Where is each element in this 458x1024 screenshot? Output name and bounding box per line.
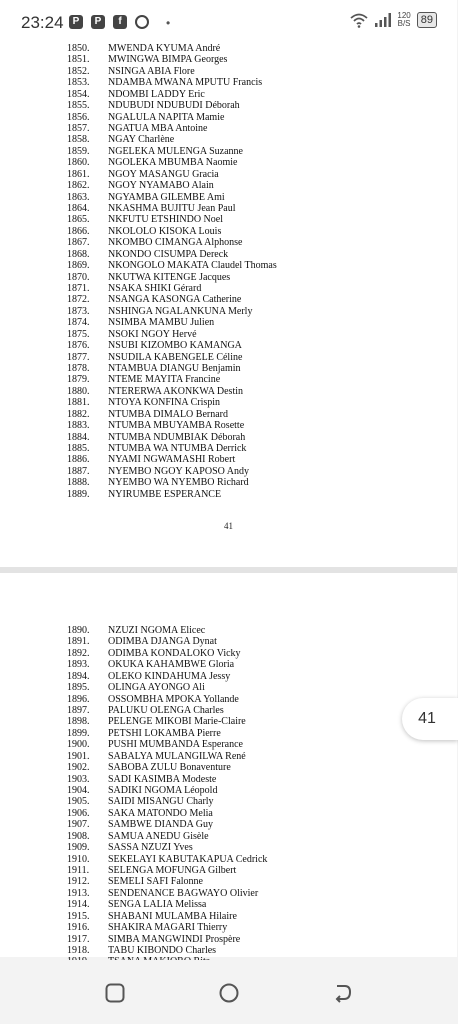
battery-icon: 89 bbox=[417, 12, 437, 28]
entry-name: SELENGA MOFUNGA Gilbert bbox=[108, 865, 237, 877]
entry-number: 1885. bbox=[67, 443, 90, 455]
entry-name: SAMUA ANEDU Gisèle bbox=[108, 830, 209, 842]
entry-number: 1865. bbox=[67, 214, 90, 226]
notification-icon: P bbox=[69, 15, 83, 29]
entry-name: SHAKIRA MAGARI Thierry bbox=[108, 922, 228, 934]
entry-number: 1853. bbox=[67, 77, 90, 89]
entry-name: NKFUTU ETSHINDO Noel bbox=[108, 214, 223, 226]
status-time: 23:24 bbox=[21, 13, 64, 32]
entry-number: 1876. bbox=[67, 340, 90, 352]
entry-name: NYEMBO WA NYEMBO Richard bbox=[108, 477, 249, 489]
entry-name: SABALYA MULANGILWA René bbox=[108, 750, 246, 762]
document-page bbox=[0, 44, 457, 567]
status-bar bbox=[0, 0, 457, 44]
entry-name: SADI KASIMBA Modeste bbox=[108, 773, 217, 785]
entry-name: NKONGOLO MAKATA Claudel Thomas bbox=[108, 260, 277, 272]
entry-name: NSINGA ABIA Flore bbox=[108, 65, 195, 77]
notification-dot: • bbox=[166, 16, 171, 30]
entry-name: OLEKO KINDAHUMA Jessy bbox=[108, 670, 231, 682]
entry-number: 1917. bbox=[67, 933, 90, 945]
document-page bbox=[0, 573, 457, 957]
facebook-icon: f bbox=[113, 15, 127, 29]
entry-number: 1861. bbox=[67, 168, 90, 180]
entry-number: 1873. bbox=[67, 305, 90, 317]
entry-number: 1900. bbox=[67, 739, 90, 751]
entry-number: 1903. bbox=[67, 773, 90, 785]
entry-number: 1851. bbox=[67, 54, 90, 66]
entry-name: NGELEKA MULENGA Suzanne bbox=[108, 145, 243, 157]
entry-name: NTEME MAYITA Francine bbox=[108, 374, 221, 386]
entry-name: SABOBA ZULU Bonaventure bbox=[108, 762, 231, 774]
entry-number: 1898. bbox=[67, 716, 90, 728]
entry-name: SAMBWE DIANDA Guy bbox=[108, 819, 213, 831]
entry-name: ODIMBA KONDALOKO Vicky bbox=[108, 647, 241, 659]
entry-name: NDOMBI LADDY Eric bbox=[108, 88, 205, 100]
entry-name: NTUMBA NDUMBIAK Déborah bbox=[108, 431, 246, 443]
entry-number: 1850. bbox=[67, 43, 90, 54]
wifi-icon bbox=[349, 12, 369, 28]
entry-name: NGATUA MBA Antoine bbox=[108, 123, 208, 134]
entry-name: MWENDA KYUMA André bbox=[108, 43, 221, 54]
recent-apps-button[interactable] bbox=[104, 982, 126, 1004]
entry-number: 1895. bbox=[67, 682, 90, 694]
entry-name: OLINGA AYONGO Ali bbox=[108, 682, 205, 694]
entry-number: 1901. bbox=[67, 750, 90, 762]
entry-name: NKASHMA BUJITU Jean Paul bbox=[108, 203, 236, 215]
entry-number: 1890. bbox=[67, 625, 90, 636]
entry-name: PUSHI MUMBANDA Esperance bbox=[108, 739, 243, 751]
entry-name: PELENGE MIKOBI Marie-Claire bbox=[108, 716, 246, 728]
entry-name: NDAMBA MWANA MPUTU Francis bbox=[108, 77, 263, 89]
entry-number: 1864. bbox=[67, 203, 90, 215]
entry-number: 1883. bbox=[67, 420, 90, 432]
entry-number: 1906. bbox=[67, 807, 90, 819]
entry-name: SAIDI MISANGU Charly bbox=[108, 796, 214, 808]
entry-number: 1899. bbox=[67, 727, 90, 739]
entry-name: NSANGA KASONGA Catherine bbox=[108, 294, 242, 306]
entry-number: 1913. bbox=[67, 887, 90, 899]
entry-name: NGYAMBA GILEMBE Ami bbox=[108, 191, 225, 203]
entry-number: 1894. bbox=[67, 670, 90, 682]
entry-number: 1881. bbox=[67, 397, 90, 409]
entry-name: PETSHI LOKAMBA Pierre bbox=[108, 727, 221, 739]
entry-name: MWINGWA BIMPA Georges bbox=[108, 54, 228, 66]
entry-number: 1860. bbox=[67, 157, 90, 169]
entry-name: OKUKA KAHAMBWE Gloria bbox=[108, 659, 235, 671]
entry-number: 1896. bbox=[67, 693, 90, 705]
back-button[interactable] bbox=[331, 982, 353, 1004]
signal-icon bbox=[375, 13, 391, 27]
entry-name: NYIRUMBE ESPERANCE bbox=[108, 488, 222, 500]
entry-name: NGALULA NAPITA Mamie bbox=[108, 111, 225, 123]
entry-name: NKONDO CISUMPA Dereck bbox=[108, 248, 229, 260]
entry-name: SIMBA MANGWINDI Prospère bbox=[108, 933, 241, 945]
net-speed-unit: B/S bbox=[397, 19, 411, 28]
status-icons bbox=[349, 12, 437, 28]
entry-number: 1868. bbox=[67, 248, 90, 260]
entry-number: 1879. bbox=[67, 374, 90, 386]
entry-number: 1912. bbox=[67, 876, 90, 888]
entry-name: NGOY MASANGU Gracia bbox=[108, 168, 219, 180]
entry-number: 1891. bbox=[67, 636, 90, 648]
entry-number: 1907. bbox=[67, 819, 90, 831]
entry-number: 1909. bbox=[67, 842, 90, 854]
entry-number: 1859. bbox=[67, 145, 90, 157]
entry-number: 1857. bbox=[67, 123, 90, 134]
entry-name: NSUBI KIZOMBO KAMANGA bbox=[108, 340, 242, 352]
entry-name: NKOLOLO KISOKA Louis bbox=[108, 225, 222, 237]
entry-name: NDUBUDI NDUBUDI Déborah bbox=[108, 100, 240, 112]
entry-name: NYAMI NGWAMASHI Robert bbox=[108, 454, 236, 466]
entry-number: 1886. bbox=[67, 454, 90, 466]
entry-name: NSHINGA NGALANKUNA Merly bbox=[108, 305, 253, 317]
entry-name: SENDENANCE BAGWAYO Olivier bbox=[108, 887, 259, 899]
entry-number: 1902. bbox=[67, 762, 90, 774]
entry-number: 1852. bbox=[67, 65, 90, 77]
entry-number: 1855. bbox=[67, 100, 90, 112]
entry-number: 1910. bbox=[67, 853, 90, 865]
entry-name: SASSA NZUZI Yves bbox=[108, 842, 193, 854]
entry-name: NTAMBUA DIANGU Benjamin bbox=[108, 363, 241, 375]
entry-number: 1854. bbox=[67, 88, 90, 100]
entry-number: 1872. bbox=[67, 294, 90, 306]
entry-number: 1867. bbox=[67, 237, 90, 249]
net-speed-value: 120 bbox=[397, 11, 411, 20]
entry-number: 1863. bbox=[67, 191, 90, 203]
entry-number: 1869. bbox=[67, 260, 90, 272]
entry-name: TABU KIBONDO Charles bbox=[108, 945, 217, 957]
navigation-bar bbox=[0, 960, 457, 1024]
entry-number: 1892. bbox=[67, 647, 90, 659]
entry-name: NSOKI NGOY Hervé bbox=[108, 328, 197, 340]
home-button[interactable] bbox=[218, 982, 240, 1004]
entry-number: 1871. bbox=[67, 283, 90, 295]
entry-number: 1893. bbox=[67, 659, 90, 671]
entry-name: SHABANI MULAMBA Hilaire bbox=[108, 910, 237, 922]
entry-name: SAKA MATONDO Melia bbox=[108, 807, 213, 819]
entry-name: SEMELI SAFI Falonne bbox=[108, 876, 203, 888]
entry-number: 1908. bbox=[67, 830, 90, 842]
entry-number: 1918. bbox=[67, 945, 90, 957]
entry-number: 1862. bbox=[67, 180, 90, 192]
entry-number: 1915. bbox=[67, 910, 90, 922]
entry-name: OSSOMBHA MPOKA Yollande bbox=[108, 693, 239, 705]
entry-name: PALUKU OLENGA Charles bbox=[108, 705, 224, 716]
entry-number: 1878. bbox=[67, 363, 90, 375]
entry-name: NKUTWA KITENGE Jacques bbox=[108, 271, 231, 283]
entry-name: NGOLEKA MBUMBA Naomie bbox=[108, 157, 238, 169]
entry-number: 1884. bbox=[67, 431, 90, 443]
entry-name: NGOY NYAMABO Alain bbox=[108, 180, 214, 192]
entry-name: NZUZI NGOMA Elicec bbox=[108, 625, 206, 636]
page-indicator-badge[interactable]: 41 bbox=[402, 698, 458, 740]
entry-number: 1914. bbox=[67, 899, 90, 911]
entry-number: 1916. bbox=[67, 922, 90, 934]
entry-name: NYEMBO NGOY KAPOSO Andy bbox=[108, 465, 250, 477]
notification-icon: P bbox=[91, 15, 105, 29]
entry-number: 1874. bbox=[67, 317, 90, 329]
entry-number: 1866. bbox=[67, 225, 90, 237]
entry-number: 1911. bbox=[67, 865, 90, 877]
entry-name: NKOMBO CIMANGA Alphonse bbox=[108, 237, 243, 249]
entry-name: NTUMBA MBUYAMBA Rosette bbox=[108, 420, 245, 432]
page-number: 41 bbox=[224, 521, 233, 531]
entry-number: 1870. bbox=[67, 271, 90, 283]
entry-name: NTUMBA WA NTUMBA Derrick bbox=[108, 443, 247, 455]
entry-number: 1905. bbox=[67, 796, 90, 808]
entry-name: NTERERWA AKONKWA Destin bbox=[108, 385, 243, 397]
opera-icon bbox=[135, 15, 149, 29]
entry-name: NSAKA SHIKI Gérard bbox=[108, 283, 202, 295]
entry-name: NSIMBA MAMBU Julien bbox=[108, 317, 215, 329]
entry-name: SEKELAYI KABUTAKAPUA Cedrick bbox=[108, 853, 268, 865]
entry-name: NSUDILA KABENGELE Céline bbox=[108, 351, 243, 363]
entry-name: SADIKI NGOMA Léopold bbox=[108, 785, 218, 797]
entry-number: 1897. bbox=[67, 705, 90, 716]
entry-name: ODIMBA DJANGA Dynat bbox=[108, 636, 217, 648]
entry-number: 1875. bbox=[67, 328, 90, 340]
entry-name: SENGA LALIA Melissa bbox=[108, 899, 207, 911]
entry-number: 1882. bbox=[67, 408, 90, 420]
entry-number: 1858. bbox=[67, 134, 90, 146]
entry-number: 1856. bbox=[67, 111, 90, 123]
entry-number: 1877. bbox=[67, 351, 90, 363]
entry-number: 1889. bbox=[67, 488, 90, 500]
entry-number: 1888. bbox=[67, 477, 90, 489]
entry-name: NTUMBA DIMALO Bernard bbox=[108, 408, 228, 420]
entry-number: 1880. bbox=[67, 385, 90, 397]
entry-name: NTOYA KONFINA Crispin bbox=[108, 397, 221, 409]
entry-number: 1904. bbox=[67, 785, 90, 797]
net-speed bbox=[397, 12, 410, 28]
entry-name: NGAY Charlène bbox=[108, 134, 175, 146]
entry-number: 1887. bbox=[67, 465, 90, 477]
